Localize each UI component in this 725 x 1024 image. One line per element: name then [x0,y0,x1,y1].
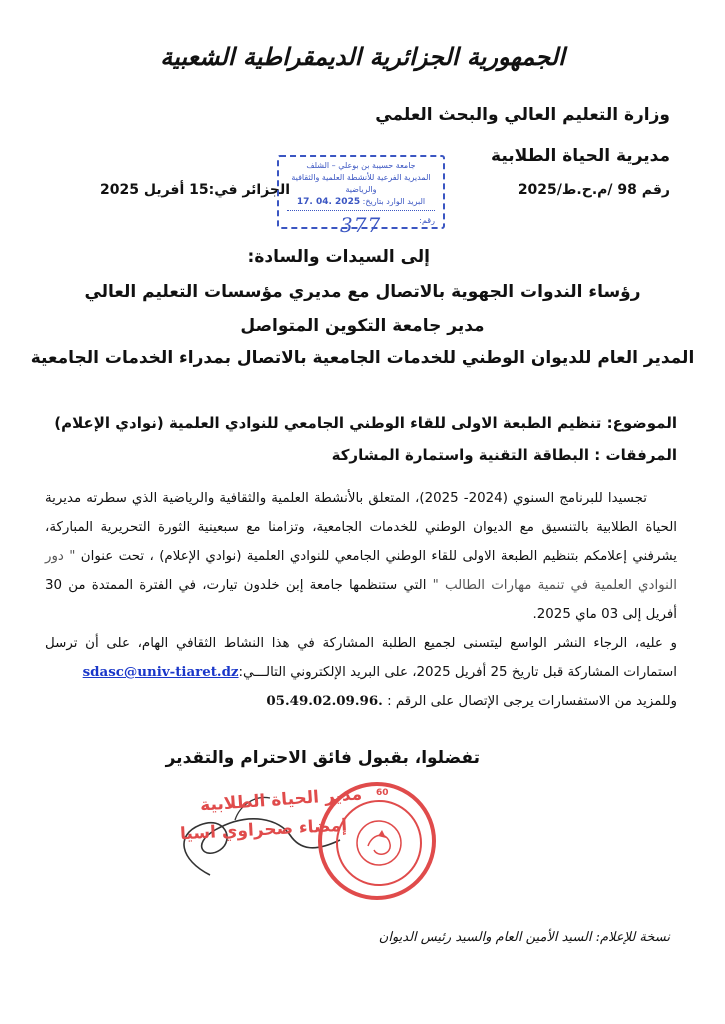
attachments-line: المرفقات : البطاقة التقنية واستمارة المشاركة [331,446,677,464]
directorate-name: مديرية الحياة الطلابية [491,146,670,166]
contact-email-link[interactable]: sdasc@univ-tiaret.dz [82,664,239,680]
handwritten-number: 377 [340,213,382,237]
body-p1-end: التي ستنظمها جامعة إبن خلدون تيارت، في الفترة الممتدة من 30 أفريل إلى 03 ماي 2025. [45,578,677,622]
salutation: إلى السيدات والسادة: [247,247,430,267]
official-seal-icon [318,782,436,900]
body-paragraph-2 [45,629,677,687]
recipient-line-3: المدير العام للديوان الوطني للخدمات الجامعية بالاتصال بمدراء الخدمات الجامعية [30,348,695,368]
seal-number: 60 [376,788,389,798]
stamp-divider [287,210,435,211]
letter-date: الجزائر في:15 أفريل 2025 [100,182,291,198]
republic-heading: الجمهورية الجزائرية الديمقراطية الشعبية [160,42,565,71]
body-paragraph-1 [45,484,677,629]
signatory-title: مدير الحياة الطلابية [199,784,363,816]
contact-phone: 05.49.02.09.96. [266,693,383,709]
body-paragraph-3 [45,687,677,716]
stamp-line-subdirectorate: المديرية الفرعية للأنشطة العلمية والثقافية والرياضية [291,173,431,194]
stamp-number-label: رقم: [419,216,435,225]
signatory-name: إمضاء صحراوي اسيا [179,815,348,845]
reference-number: رقم 98 /م.ح.ط/2025 [517,182,670,198]
body-p3-start: وللمزيد من الاستفسارات يرجى الإتصال على الرقم : [387,694,677,709]
recipient-line-1: رؤساء الندوات الجهوية بالاتصال مع مديري مؤسسات التعليم العالي [84,282,641,302]
stamp-line-received [279,196,443,208]
subject-line: الموضوع: تنظيم الطبعة الاولى للقاء الوطني الجامعي للنوادي العلمية (نوادي الإعلام) [54,414,677,432]
seal-emblem-icon [338,802,420,884]
recipient-line-2: مدير جامعة التكوين المتواصل [240,316,485,336]
event-title-quote: " دور النوادي العلمية في تنمية مهارات الطالب " [45,549,677,593]
stamp-received-date: 2025 .04 .17 [296,197,361,207]
seal-inner-ring [336,800,422,886]
body-p1-start: تجسيدا للبرنامج السنوي (2024- 2025)، المتعلق بالأنشطة العلمية والثقافية والرياضية الذي سطرته مديرية الحياة الطلابية بالتنسيق مع الديوان الوطني للخدمات الجامعية، وتزامنا مع سبعينية الثورة التحريرية المباركة، يشرفني إعلامكم بتنظيم الطبعة الاولى للقاء الوطني الجامعي للنوادي العلمية (نوادي الإعلام) ، تحت عنوان [45,491,677,564]
letter-body [45,484,677,716]
closing-line: تفضلوا، بقبول فائق الاحترام والتقدير [165,748,480,768]
copy-for-information: نسخة للإعلام: السيد الأمين العام والسيد رئيس الديوان [378,930,670,945]
ministry-name: وزارة التعليم العالي والبحث العلمي [375,105,670,125]
body-p2-start: و عليه، الرجاء النشر الواسع ليتسنى لجميع الطلبة المشاركة في هذا النشاط الثقافي الهام، على أن ترسل استمارات المشاركة قبل تاريخ 25 أفريل 2025، على البريد الإلكتروني التالـــي: [45,636,677,680]
stamp-received-label: البريد الوارد بتاريخ: [362,197,426,206]
stamp-line-university: جامعة حسيبة بن بوعلي – الشلف [306,161,416,170]
